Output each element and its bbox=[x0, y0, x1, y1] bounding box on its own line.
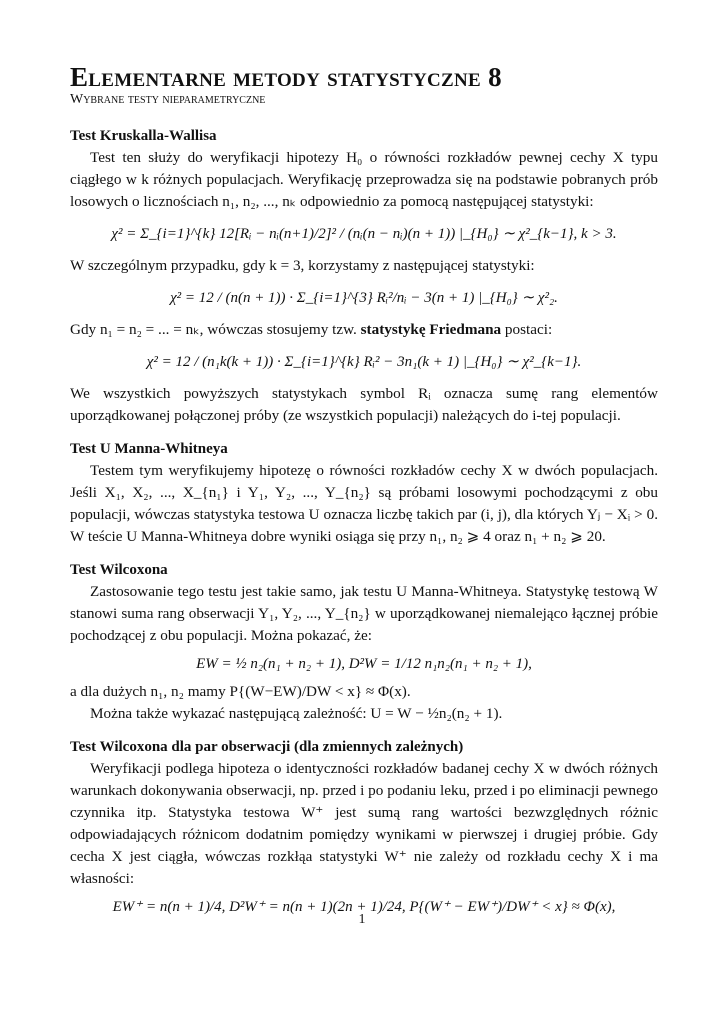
section-wilcoxon bbox=[70, 562, 658, 725]
formula-k3-statistic: χ² = 12 / (n(n + 1)) · Σ_{i=1}^{3} Rᵢ²/nᵢ − 3(n + 1) |_{H₀} ∼ χ²₂. bbox=[170, 290, 558, 306]
section-wilcoxon-paired bbox=[70, 739, 658, 918]
section-kruskal-wallis bbox=[70, 128, 658, 427]
document-page bbox=[70, 62, 658, 924]
section-title: Test Wilcoxona dla par obserwacji (dla zmiennych zależnych) bbox=[70, 739, 464, 755]
formula-friedman-statistic: χ² = 12 / (n₁k(k + 1)) · Σ_{i=1}^{k} Rᵢ² − 3n₁(k + 1) |_{H₀} ∼ χ²_{k−1}. bbox=[146, 354, 582, 370]
formula-wilcoxon-moments: EW = ½ n₂(n₁ + n₂ + 1), D²W = 1/12 n₁n₂(n₁ + n₂ + 1), bbox=[196, 656, 532, 672]
section-title: Test U Manna-Whitneya bbox=[70, 441, 228, 457]
paragraph bbox=[70, 319, 658, 341]
paragraph: Zastosowanie tego testu jest takie samo, jak testu U Manna-Whitneya. Statystykę testową W stanowi suma rang obserwacji Y₁, Y₂, ..., Y_{n₂} w uporządkowanej niemalejąco łącznej próbie pochodzącej z obu populacji. Można pokazać, że: bbox=[70, 583, 658, 644]
page-title: Elementarne metody statystyczne 8 bbox=[70, 62, 502, 92]
page-subtitle: Wybrane testy nieparametryczne bbox=[70, 92, 266, 107]
paragraph: Można także wykazać następującą zależność: U = W − ½n₂(n₂ + 1). bbox=[90, 705, 503, 722]
paragraph: Testem tym weryfikujemy hipotezę o równości rozkładów cechy X w dwóch populacjach. Jeśli X₁, X₂, ..., X_{n₁} i Y₁, Y₂, ..., Y_{n₂} są próbami losowymi pochodzącymi z obu populacji, wówczas statystyka testowa U oznacza liczbę takich par (i, j), dla których Yⱼ − Xᵢ > 0. W teście U Manna-Whitneya dobre wyniki osiąga się przy n₁, n₂ ⩾ 4 oraz n₁ + n₂ ⩾ 20. bbox=[70, 462, 658, 545]
section-title: Test Wilcoxona bbox=[70, 562, 168, 578]
paragraph: Weryfikacji podlega hipoteza o identyczności rozkładów badanej cechy X w dwóch różnych warunkach dokonywania obserwacji, np. przed i po podaniu leku, przed i po eliminacji pewnego czynnika itp. Statystyka testowa W⁺ jest sumą rang wartości bezwzględnych różnic odpowiadających różnicom dodatnim pomiędzy wynikami w pierwszej i drugiej próbie. Gdy cecha X jest ciągła, wówczas rozkłąa statystyki W⁺ nie zależy od rozkładu cechy X i ma własności: bbox=[70, 760, 658, 887]
bold-term: statystykę Friedmana bbox=[360, 321, 502, 338]
page-number: 1 bbox=[358, 912, 366, 927]
formula-kruskal-statistic: χ² = Σ_{i=1}^{k} 12[Rᵢ − nᵢ(n+1)/2]² / (nᵢ(n − nᵢ)(n + 1)) |_{H₀} ∼ χ²_{k−1}, k > 3. bbox=[111, 226, 617, 242]
paragraph: Test ten służy do weryfikacji hipotezy H₀ o równości rozkładów pewnej cechy X typu ciągłego w k różnych populacjach. Weryfikację przeprowadza się na podstawie pobranych prób losowych o licznościach n₁, n₂, ..., nₖ odpowiednio za pomocą następującej statystyki: bbox=[70, 149, 658, 210]
section-mann-whitney bbox=[70, 441, 658, 548]
paragraph: a dla dużych n₁, n₂ mamy P{(W−EW)/DW < x} ≈ Φ(x). bbox=[70, 683, 411, 700]
paragraph: W szczególnym przypadku, gdy k = 3, korzystamy z następującej statystyki: bbox=[70, 257, 535, 274]
section-title: Test Kruskalla-Wallisa bbox=[70, 128, 217, 144]
formula-wilcoxon-paired-moments: EW⁺ = n(n + 1)/4, D²W⁺ = n(n + 1)(2n + 1)/24, P{(W⁺ − EW⁺)/DW⁺ < x} ≈ Φ(x), bbox=[112, 899, 616, 915]
text: postaci: bbox=[504, 321, 553, 338]
text: Gdy n₁ = n₂ = ... = nₖ, wówczas stosujemy tzw. bbox=[70, 321, 357, 338]
paragraph: We wszystkich powyższych statystykach symbol Rᵢ oznacza sumę rang elementów uporządkowanej połączonej próby (ze wszystkich populacji) należących do i-tej populacji. bbox=[70, 385, 658, 424]
